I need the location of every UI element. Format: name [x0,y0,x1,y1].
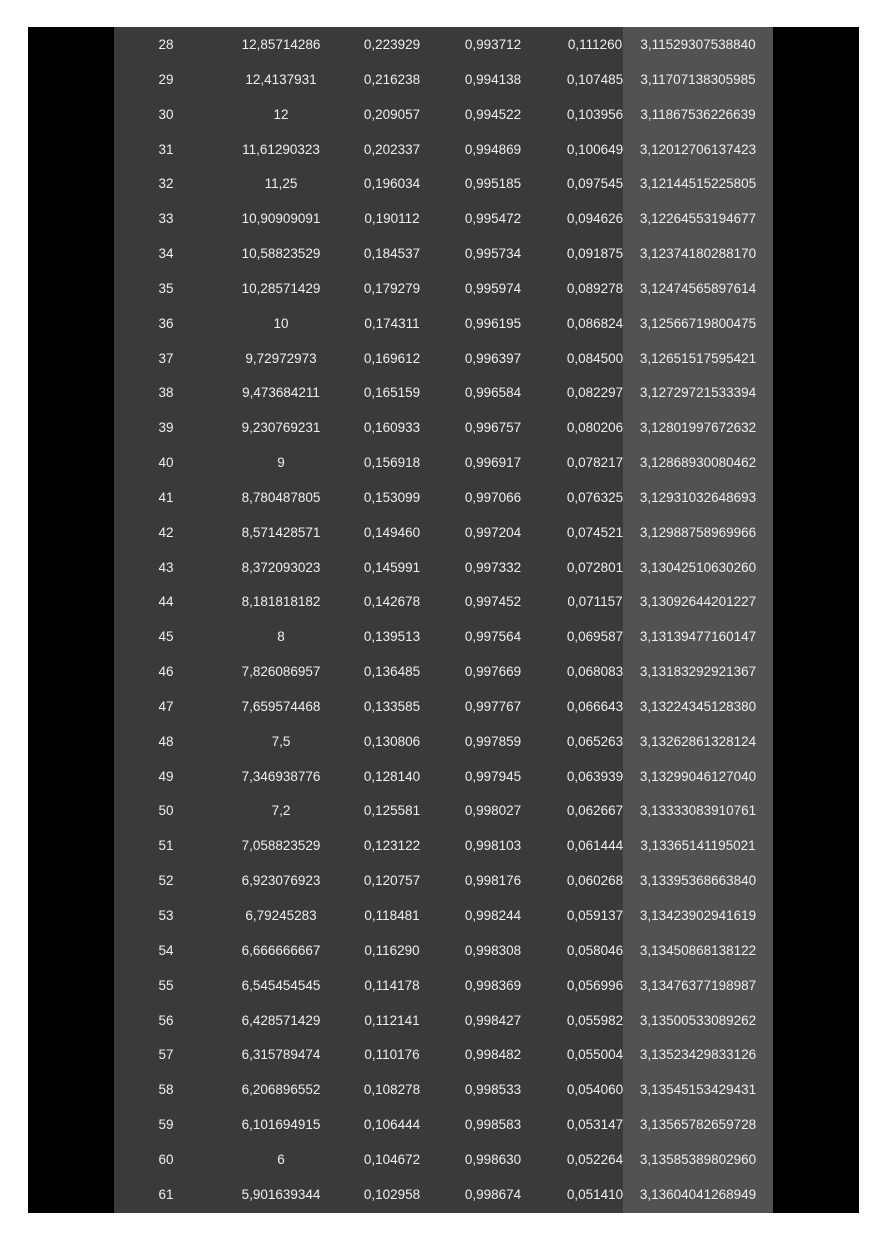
value-c-cell: 0,997767 [464,698,522,714]
row-index-cell: 28 [158,37,174,52]
table-row [114,934,773,968]
value-b-cell: 0,133585 [363,698,421,714]
table-row [114,1143,773,1177]
value-b-cell: 0,145991 [363,559,421,575]
value-d-cell: 0,060268 [566,873,624,889]
value-a-cell: 6,315789474 [241,1047,321,1063]
value-b-cell: 0,190112 [364,211,420,227]
value-c-cell: 0,996917 [464,455,522,471]
value-d-cell: 0,076325 [566,489,624,505]
table-row [114,516,773,550]
table-row [114,446,773,480]
value-a-cell: 8,571428571 [241,524,321,540]
row-index-cell: 31 [158,141,174,157]
value-d-cell: 0,063939 [566,768,624,784]
value-e-cell: 3,13565782659728 [639,1117,757,1133]
table-row [114,1038,773,1072]
row-index-cell: 48 [158,733,174,749]
value-a-cell: 6,428571429 [241,1012,321,1028]
value-e-cell: 3,13183292921367 [639,664,757,680]
value-c-cell: 0,996584 [464,385,522,401]
value-e-cell: 3,13042510630260 [639,559,757,575]
value-a-cell: 9,473684211 [242,385,320,401]
row-index-cell: 37 [158,350,174,366]
row-index-cell: 49 [158,768,174,784]
value-a-cell: 6,923076923 [241,873,321,889]
value-a-cell: 10 [273,315,289,331]
value-d-cell: 0,084500 [566,350,624,366]
value-c-cell: 0,998176 [464,873,522,889]
value-b-cell: 0,184537 [363,246,421,262]
value-b-cell: 0,202337 [363,141,421,157]
value-d-cell: 0,089278 [566,280,624,296]
table-row [114,272,773,306]
value-d-cell: 0,065263 [566,733,624,749]
value-b-cell: 0,125581 [363,803,421,819]
value-a-cell: 9,230769231 [241,420,321,436]
table-row [114,63,773,97]
value-c-cell: 0,997669 [464,664,522,680]
value-e-cell: 3,13604041268949 [639,1186,757,1202]
value-b-cell: 0,112141 [364,1012,420,1028]
value-c-cell: 0,998244 [464,908,522,923]
value-c-cell: 0,997945 [464,768,522,784]
value-b-cell: 0,216238 [363,71,421,87]
value-e-cell: 3,13333083910761 [639,803,757,819]
value-b-cell: 0,196034 [363,176,421,192]
value-e-cell: 3,12144515225805 [639,176,757,192]
value-d-cell: 0,100649 [566,141,624,157]
row-index-cell: 61 [158,1186,174,1202]
row-index-cell: 57 [158,1047,174,1063]
table-row [114,202,773,236]
value-d-cell: 0,086824 [566,315,624,331]
value-d-cell: 0,103956 [566,106,624,122]
value-e-cell: 3,13224345128380 [639,698,757,714]
value-d-cell: 0,080206 [566,420,624,436]
value-e-cell: 3,12012706137423 [639,141,757,157]
value-d-cell: 0,072801 [566,559,624,575]
table-row [114,551,773,585]
row-index-cell: 51 [158,838,174,854]
value-e-cell: 3,13299046127040 [639,768,757,784]
value-b-cell: 0,102958 [363,1186,421,1202]
value-e-cell: 3,13139477160147 [639,629,757,645]
value-d-cell: 0,056996 [566,977,624,993]
black-sheet [28,27,859,1213]
value-c-cell: 0,996195 [464,315,522,331]
value-d-cell: 0,055982 [566,1012,624,1028]
value-e-cell: 3,12264553194677 [639,211,757,227]
value-d-cell: 0,071157 [567,594,623,610]
value-e-cell: 3,12868930080462 [639,455,757,471]
value-c-cell: 0,997859 [464,733,522,749]
row-index-cell: 60 [158,1151,174,1167]
value-a-cell: 6,101694915 [241,1117,321,1133]
value-d-cell: 0,111260 [567,37,623,52]
value-b-cell: 0,149460 [363,524,421,540]
value-c-cell: 0,997204 [464,524,522,540]
value-a-cell: 10,28571429 [241,280,321,296]
value-d-cell: 0,078217 [566,455,624,471]
value-c-cell: 0,998103 [464,838,522,854]
value-e-cell: 3,12988758969966 [639,524,757,540]
value-c-cell: 0,994138 [464,71,522,87]
value-b-cell: 0,106444 [363,1117,421,1133]
value-a-cell: 12 [273,106,289,122]
value-c-cell: 0,996757 [464,420,522,436]
table-row [114,133,773,167]
value-c-cell: 0,998427 [464,1012,522,1028]
value-b-cell: 0,116290 [364,942,420,958]
row-index-cell: 54 [158,942,174,958]
value-a-cell: 6 [277,1151,285,1167]
value-b-cell: 0,142678 [363,594,421,610]
table-row [114,794,773,828]
row-index-cell: 29 [158,71,174,87]
value-c-cell: 0,997452 [464,594,522,610]
value-c-cell: 0,998308 [464,942,522,958]
table-row [114,167,773,201]
row-index-cell: 38 [158,385,174,401]
value-d-cell: 0,069587 [566,629,624,645]
value-e-cell: 3,12651517595421 [639,350,757,366]
table-row [114,725,773,759]
value-d-cell: 0,054060 [566,1082,624,1098]
value-e-cell: 3,12566719800475 [639,315,757,331]
value-d-cell: 0,097545 [566,176,624,192]
value-a-cell: 7,346938776 [241,768,321,784]
table-row [114,411,773,445]
row-index-cell: 32 [158,176,174,192]
row-index-cell: 42 [158,524,174,540]
value-c-cell: 0,993712 [464,37,522,52]
row-index-cell: 40 [158,455,174,471]
value-c-cell: 0,995974 [464,280,522,296]
value-a-cell: 9 [277,455,285,471]
value-a-cell: 9,72972973 [245,350,317,366]
value-a-cell: 7,5 [271,733,291,749]
value-c-cell: 0,997332 [464,559,522,575]
value-c-cell: 0,994869 [464,141,522,157]
table-row [114,237,773,271]
value-a-cell: 10,58823529 [241,246,321,262]
value-b-cell: 0,130806 [363,733,421,749]
value-d-cell: 0,074521 [566,524,624,540]
table-row [114,969,773,1003]
value-c-cell: 0,998533 [464,1082,522,1098]
row-index-cell: 56 [158,1012,174,1028]
table-row [114,829,773,863]
value-d-cell: 0,062667 [566,803,624,819]
value-a-cell: 6,206896552 [241,1082,321,1098]
value-a-cell: 11,25 [264,176,298,192]
table-row [114,585,773,619]
table-row [114,620,773,654]
table-row [114,481,773,515]
value-e-cell: 3,13450868138122 [639,942,757,958]
table-row [114,1108,773,1142]
value-e-cell: 3,12801997672632 [639,420,757,436]
value-a-cell: 7,826086957 [241,664,321,680]
value-a-cell: 7,058823529 [241,838,321,854]
table-row [114,760,773,794]
row-index-cell: 59 [158,1117,174,1133]
value-b-cell: 0,165159 [363,385,421,401]
table-row [114,1073,773,1107]
value-c-cell: 0,996397 [464,350,522,366]
value-c-cell: 0,997066 [464,489,522,505]
value-d-cell: 0,082297 [566,385,624,401]
value-e-cell: 3,13092644201227 [639,594,757,610]
value-a-cell: 12,85714286 [241,37,321,52]
value-c-cell: 0,998369 [464,977,522,993]
value-e-cell: 3,11529307538840 [640,37,756,52]
value-d-cell: 0,053147 [566,1117,624,1133]
value-e-cell: 3,13500533089262 [639,1012,757,1028]
table-row [114,864,773,898]
value-b-cell: 0,169612 [363,350,421,366]
value-e-cell: 3,13365141195021 [640,838,756,854]
value-c-cell: 0,997564 [464,629,522,645]
table-row [114,28,773,62]
value-c-cell: 0,998027 [464,803,522,819]
row-index-cell: 52 [158,873,174,889]
value-b-cell: 0,179279 [363,280,421,296]
value-e-cell: 3,12931032648693 [639,489,757,505]
value-c-cell: 0,995734 [464,246,522,262]
value-d-cell: 0,061444 [566,838,624,854]
row-index-cell: 55 [158,977,174,993]
value-d-cell: 0,059137 [566,908,624,923]
value-e-cell: 3,13545153429431 [639,1082,757,1098]
value-a-cell: 6,79245283 [245,908,317,923]
value-b-cell: 0,209057 [363,106,421,122]
value-b-cell: 0,104672 [363,1151,421,1167]
value-e-cell: 3,13523429833126 [639,1047,757,1063]
row-index-cell: 35 [158,280,174,296]
value-c-cell: 0,998482 [464,1047,522,1063]
row-index-cell: 34 [158,246,174,262]
value-a-cell: 12,4137931 [245,71,317,87]
row-index-cell: 53 [158,908,174,923]
value-c-cell: 0,994522 [464,106,522,122]
value-e-cell: 3,11707138305985 [640,71,756,87]
row-index-cell: 45 [158,629,174,645]
value-e-cell: 3,13395368663840 [639,873,757,889]
value-d-cell: 0,091875 [566,246,624,262]
value-b-cell: 0,118481 [364,908,420,923]
value-b-cell: 0,174311 [364,315,420,331]
value-a-cell: 11,61290323 [242,141,320,157]
value-b-cell: 0,156918 [363,455,421,471]
value-d-cell: 0,052264 [566,1151,624,1167]
value-b-cell: 0,153099 [363,489,421,505]
row-index-cell: 50 [158,803,174,819]
value-d-cell: 0,055004 [566,1047,624,1063]
value-e-cell: 3,13476377198987 [639,977,757,993]
value-b-cell: 0,110176 [364,1047,420,1063]
value-d-cell: 0,058046 [566,942,624,958]
value-c-cell: 0,995472 [464,211,522,227]
value-b-cell: 0,139513 [363,629,421,645]
table-row [114,1178,773,1212]
value-d-cell: 0,051410 [566,1186,624,1202]
row-index-cell: 39 [158,420,174,436]
value-e-cell: 3,11867536226639 [640,106,756,122]
value-e-cell: 3,13262861328124 [639,733,757,749]
value-d-cell: 0,068083 [566,664,624,680]
value-e-cell: 3,12374180288170 [639,246,757,262]
table-row [114,307,773,341]
value-c-cell: 0,998674 [464,1186,522,1202]
table-row [114,690,773,724]
value-a-cell: 6,545454545 [241,977,321,993]
value-e-cell: 3,12474565897614 [639,280,757,296]
value-d-cell: 0,094626 [566,211,624,227]
value-a-cell: 7,659574468 [241,698,321,714]
data-table [114,27,773,1213]
table-row [114,1004,773,1038]
value-b-cell: 0,123122 [363,838,421,854]
value-b-cell: 0,108278 [363,1082,421,1098]
table-row [114,376,773,410]
value-a-cell: 10,90909091 [241,211,321,227]
row-index-cell: 44 [158,594,174,610]
table-row [114,899,773,933]
value-e-cell: 3,12729721533394 [639,385,757,401]
value-b-cell: 0,223929 [363,37,421,52]
value-b-cell: 0,120757 [363,873,421,889]
table-row [114,98,773,132]
value-a-cell: 7,2 [271,803,291,819]
value-a-cell: 8,181818182 [241,594,321,610]
row-index-cell: 30 [158,106,174,122]
table-row [114,655,773,689]
table-row [114,342,773,376]
row-index-cell: 46 [158,664,174,680]
value-a-cell: 6,666666667 [241,942,321,958]
value-b-cell: 0,136485 [363,664,421,680]
value-a-cell: 8 [277,629,285,645]
row-index-cell: 41 [158,489,174,505]
value-e-cell: 3,13423902941619 [639,908,757,923]
row-index-cell: 43 [158,559,174,575]
row-index-cell: 47 [158,698,174,714]
value-a-cell: 8,372093023 [241,559,321,575]
value-c-cell: 0,998630 [464,1151,522,1167]
value-b-cell: 0,114178 [364,977,420,993]
value-c-cell: 0,998583 [464,1117,522,1133]
value-e-cell: 3,13585389802960 [639,1151,757,1167]
row-index-cell: 58 [158,1082,174,1098]
value-c-cell: 0,995185 [464,176,522,192]
value-d-cell: 0,066643 [566,698,624,714]
value-b-cell: 0,160933 [363,420,421,436]
value-a-cell: 5,901639344 [241,1186,321,1202]
row-index-cell: 36 [158,315,174,331]
value-d-cell: 0,107485 [566,71,624,87]
row-index-cell: 33 [158,211,174,227]
value-a-cell: 8,780487805 [241,489,321,505]
value-b-cell: 0,128140 [363,768,421,784]
